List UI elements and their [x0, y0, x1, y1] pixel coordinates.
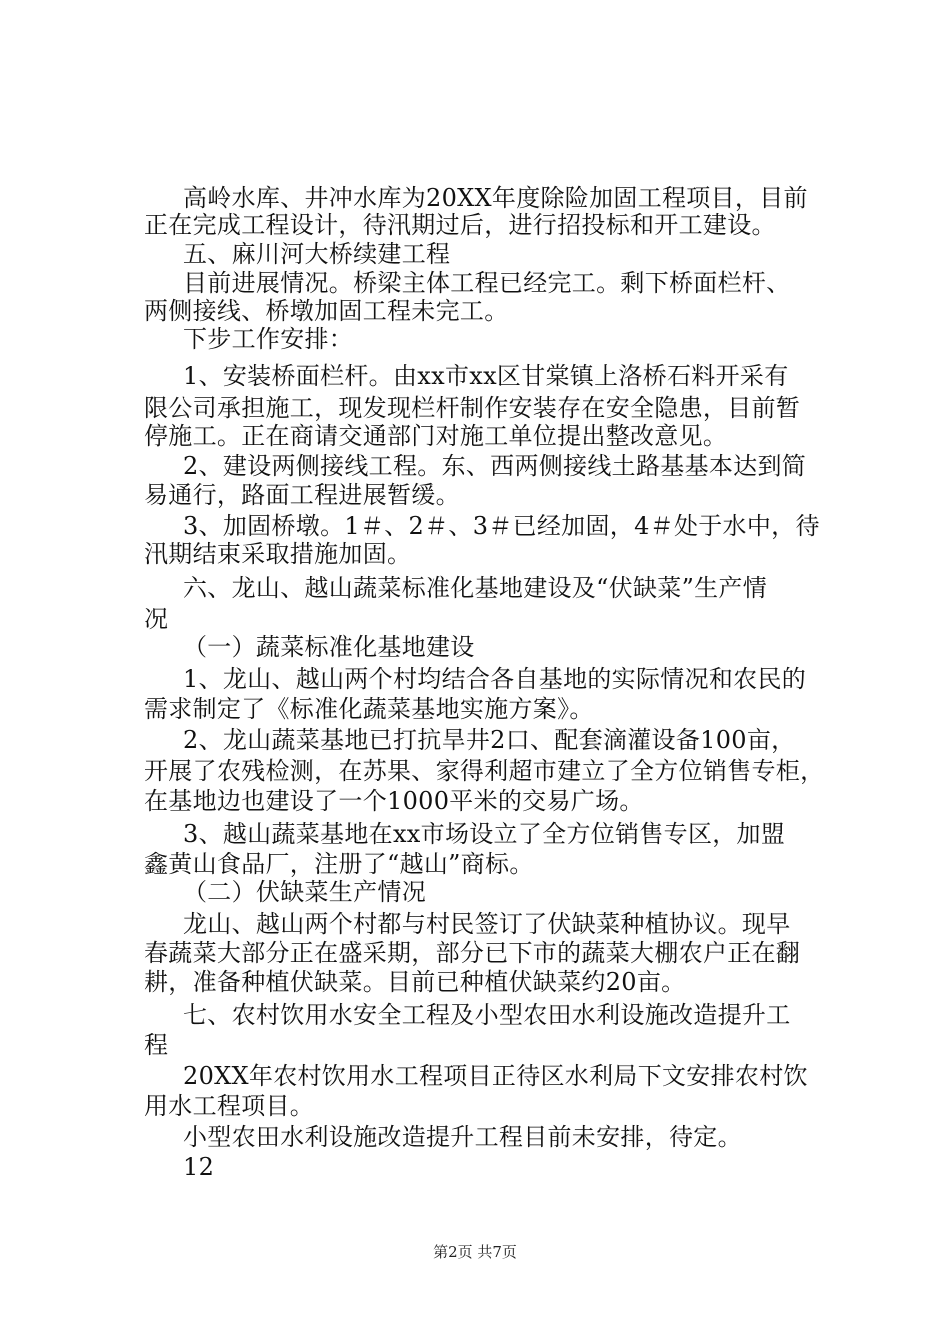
- text-line: 小型农田水利设施改造提升工程目前未安排，待定。: [183, 1123, 742, 1151]
- section-heading: 五、麻川河大桥续建工程: [183, 240, 451, 268]
- text-line: 用水工程项目。: [144, 1092, 315, 1120]
- text-line: 鑫黄山食品厂，注册了“越山”商标。: [144, 850, 534, 878]
- text-line: 春蔬菜大部分正在盛采期，部分已下市的蔬菜大棚农户正在翻: [144, 939, 801, 967]
- text-line: 在基地边也建设了一个1000平米的交易广场。: [144, 787, 644, 815]
- text-line: 目前进展情况。桥梁主体工程已经完工。剩下桥面栏杆、: [183, 269, 791, 297]
- text-line: 高岭水库、井冲水库为20XX年度除险加固工程项目，目前: [183, 184, 808, 212]
- text-line: 1、龙山、越山两个村均结合各自基地的实际情况和农民的: [183, 665, 807, 693]
- text-line: 下步工作安排：: [183, 325, 354, 353]
- text-line: 1、安装桥面栏杆。由xx市xx区甘棠镇上洛桥石料开采有: [183, 362, 789, 390]
- text-line: 需求制定了《标准化蔬菜基地实施方案》。: [144, 695, 594, 723]
- section-heading: 六、龙山、越山蔬菜标准化基地建设及“伏缺菜”生产情: [183, 574, 768, 602]
- section-heading: 七、农村饮用水安全工程及小型农田水利设施改造提升工: [183, 1001, 791, 1029]
- text-line: 正在完成工程设计，待汛期过后，进行招投标和开工建设。: [144, 211, 776, 239]
- text-line: 耕，准备种植伏缺菜。目前已种植伏缺菜约20亩。: [144, 968, 686, 996]
- text-line: 停施工。正在商请交通部门对施工单位提出整改意见。: [144, 422, 728, 450]
- text-line: 两侧接线、桥墩加固工程未完工。: [144, 297, 509, 325]
- section-heading: 况: [144, 605, 169, 633]
- text-line: 3、加固桥墩。1＃、2＃、3＃已经加固，4＃处于水中，待: [183, 512, 820, 540]
- text-line: 限公司承担施工，现发现栏杆制作安装存在安全隐患，目前暂: [144, 394, 801, 422]
- text-line: 3、越山蔬菜基地在xx市场设立了全方位销售专区，加盟: [183, 820, 786, 848]
- page-footer: 第2页 共7页: [433, 1243, 517, 1261]
- text-line: 20XX年农村饮用水工程项目正待区水利局下文安排农村饮: [183, 1062, 808, 1090]
- section-heading: 程: [144, 1031, 169, 1059]
- page-number-text: 12: [183, 1153, 215, 1181]
- text-line: 2、龙山蔬菜基地已打抗旱井2口、配套滴灌设备100亩，: [183, 726, 796, 754]
- text-line: 汛期结束采取措施加固。: [144, 540, 412, 568]
- text-line: 2、建设两侧接线工程。东、西两侧接线土路基基本达到简: [183, 452, 807, 480]
- subsection-heading: （二）伏缺菜生产情况: [183, 878, 426, 906]
- text-line: 开展了农残检测，在苏果、家得利超市建立了全方位销售专柜，: [144, 757, 825, 785]
- text-line: 易通行，路面工程进展暂缓。: [144, 481, 460, 509]
- subsection-heading: （一）蔬菜标准化基地建设: [183, 633, 475, 661]
- text-line: 龙山、越山两个村都与村民签订了伏缺菜种植协议。现早: [183, 910, 791, 938]
